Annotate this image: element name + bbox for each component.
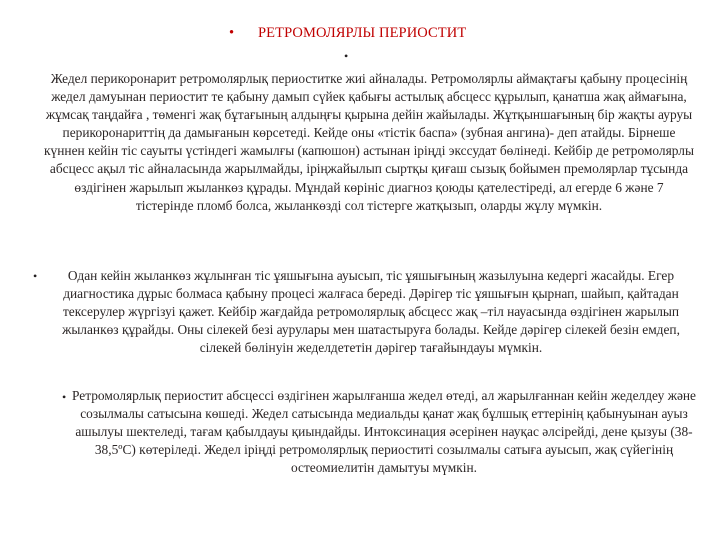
paragraph-1: Жедел перикоронарит ретромолярлық периоститке жиі айналады. Ретромолярлы аймақтағы қабыну процесінің жедел дамуынан периостит те қабыну дамып сүйек қабығы астылық абсцесс құрылып, қанатша жақ аймағына, жұмсақ таңдайға , төменгі жақ бұтағының алдыңғы қырына дейін жайылады. Жұтқыншағының бір жақты ауруы перикоронариттің да дамығанын көрсетеді. Кейде оны «тістік баспа» (зубная ангина)- деп атайды. Бірнеше күннен кейін тіс сауыты үстіндегі жамылғы (капюшон) астынан іріңді экссудат бөлінеді. Кейбір де ретромолярлы абсцесс ақыл тіс айналасында жарылмайды, іріңжайылып сыртқы қиғаш сызық бойымен премолярлар тұсында өздігінен жарылып жыланкөз құрады. Мұндай көрініс диагноз қоюды қателестіреді, ал егерде 6 және 7 тістерінде пломб болса, жыланкөзді сол тістерге жатқызып, оларды жұлу мүмкін.: [44, 71, 694, 213]
paragraph-2-bullet: •: [33, 269, 38, 283]
slide-title: РЕТРОМОЛЯРЛЫ ПЕРИОСТИТ: [258, 25, 467, 41]
paragraph-2: Одан кейін жыланкөз жұлынған тіс ұяшығына ауысып, тіс ұяшығының жазылуына кедергі жасайды. Егер диагностика дұрыс болмаса қабыну процесі жалғаса береді. Дәрігер тіс ұяшығын қырнап, шайып, қайтадан тексерулер жүргізуі қажет. Кейбір жағдайда ретромолярлық абсцесс жақ –тіл науасында өздігінен жарылып жыланкөз құрайды. Оны сілекей безі аурулары мен шатастыруға болады. Кейде дәрігер сілекей безін емдеп, сілекей бөлінуін жеделдететін дәрігер тағайындауы мүмкін.: [62, 268, 680, 356]
paragraph-3-bullet: •: [62, 390, 67, 404]
title-bullet: •: [229, 25, 235, 41]
sub-bullet: •: [344, 49, 349, 63]
paragraph-3: Ретромолярлық периостит абсцессі өздігінен жарылғанша жедел өтеді, ал жарылғаннан кейін жеделдеу және созылмалы сатысына көшеді. Жедел сатысында медиальды қанат жақ бұлшық еттерінің қабынуынан ауыз ашылуы шектеледі, тағам қабылдауы қиындайды. Интоксинация әсерінен науқас әлсірейді, дене қызуы (38-38,5ºС) көтеріледі. Жедел іріңді ретромолярлық периоститі созылмалы сатыға ауысып, жақ сүйегінің остеомиелитін дамытуы мүмкін.: [71, 388, 697, 476]
